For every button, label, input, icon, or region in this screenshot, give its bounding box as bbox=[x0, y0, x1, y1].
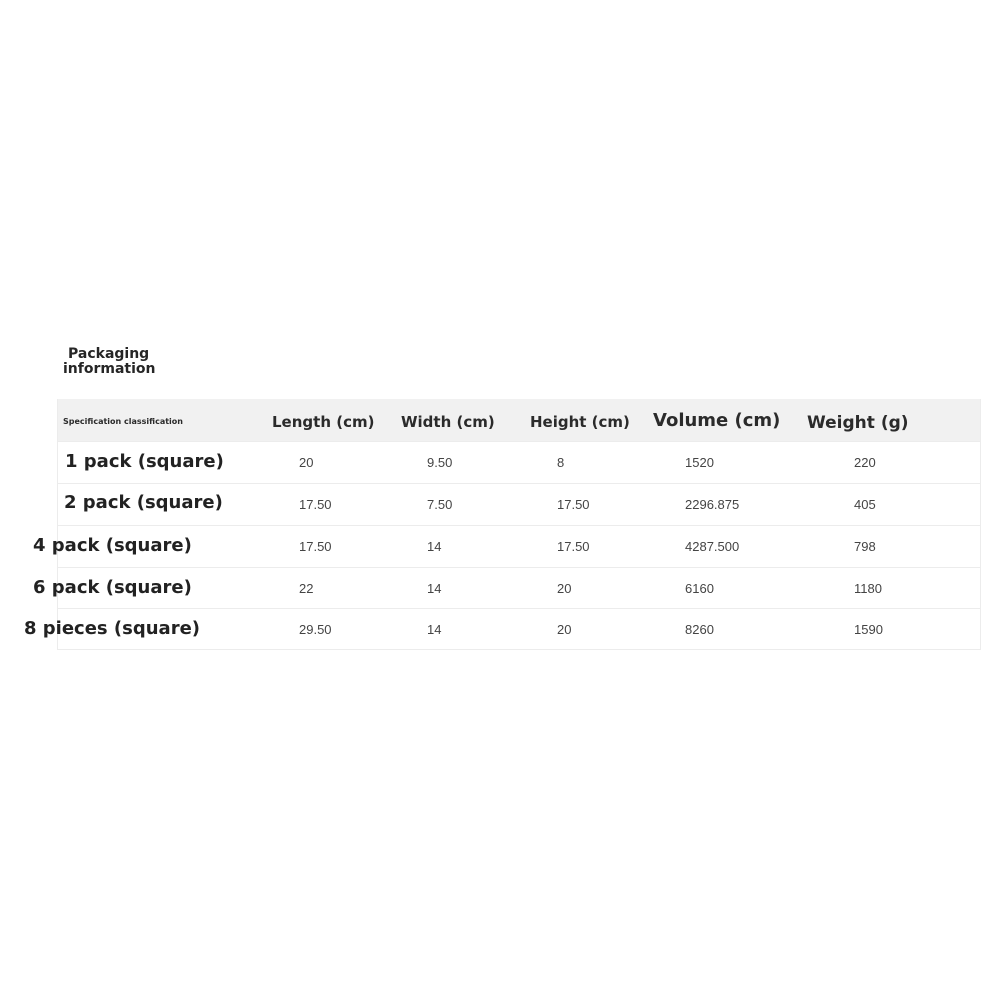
cell-height: 8 bbox=[557, 455, 565, 470]
cell-length: 22 bbox=[299, 581, 314, 596]
header-height: Height (cm) bbox=[530, 413, 630, 431]
cell-weight: 1590 bbox=[854, 622, 883, 637]
cell-width: 7.50 bbox=[427, 497, 453, 512]
cell-volume: 1520 bbox=[685, 455, 714, 470]
title-line-1: Packaging bbox=[68, 346, 150, 362]
cell-height: 20 bbox=[557, 622, 572, 637]
packaging-info-title bbox=[63, 347, 156, 377]
cell-length: 17.50 bbox=[299, 497, 332, 512]
cell-weight: 1180 bbox=[854, 581, 882, 596]
table-row bbox=[58, 567, 980, 609]
header-length: Length (cm) bbox=[272, 413, 375, 431]
cell-width: 14 bbox=[427, 581, 442, 596]
cell-width: 14 bbox=[427, 539, 442, 554]
spec-label: 6 pack (square) bbox=[33, 577, 192, 598]
cell-volume: 8260 bbox=[685, 622, 714, 637]
cell-weight: 220 bbox=[854, 455, 876, 470]
cell-length: 20 bbox=[299, 455, 314, 470]
cell-width: 14 bbox=[427, 622, 442, 637]
header-weight: Weight (g) bbox=[807, 413, 909, 433]
table-header-row bbox=[58, 399, 980, 441]
cell-height: 17.50 bbox=[557, 539, 590, 554]
cell-volume: 2296.875 bbox=[685, 497, 740, 512]
cell-volume: 4287.500 bbox=[685, 539, 740, 554]
cell-volume: 6160 bbox=[685, 581, 714, 596]
table-row bbox=[58, 525, 980, 567]
spec-label: 1 pack (square) bbox=[65, 451, 224, 472]
packaging-table bbox=[57, 399, 981, 650]
header-width: Width (cm) bbox=[401, 413, 495, 431]
cell-length: 29.50 bbox=[299, 622, 332, 637]
header-volume: Volume (cm) bbox=[653, 410, 781, 431]
cell-length: 17.50 bbox=[299, 539, 332, 554]
title-line-2: information bbox=[63, 361, 156, 377]
cell-width: 9.50 bbox=[427, 455, 453, 470]
cell-height: 20 bbox=[557, 581, 572, 596]
cell-height: 17.50 bbox=[557, 497, 590, 512]
cell-weight: 405 bbox=[854, 497, 876, 512]
spec-label: 4 pack (square) bbox=[33, 535, 192, 556]
spec-label: 8 pieces (square) bbox=[24, 618, 201, 639]
header-spec: Specification classification bbox=[63, 417, 183, 426]
cell-weight: 798 bbox=[854, 539, 876, 554]
spec-label: 2 pack (square) bbox=[64, 492, 223, 513]
